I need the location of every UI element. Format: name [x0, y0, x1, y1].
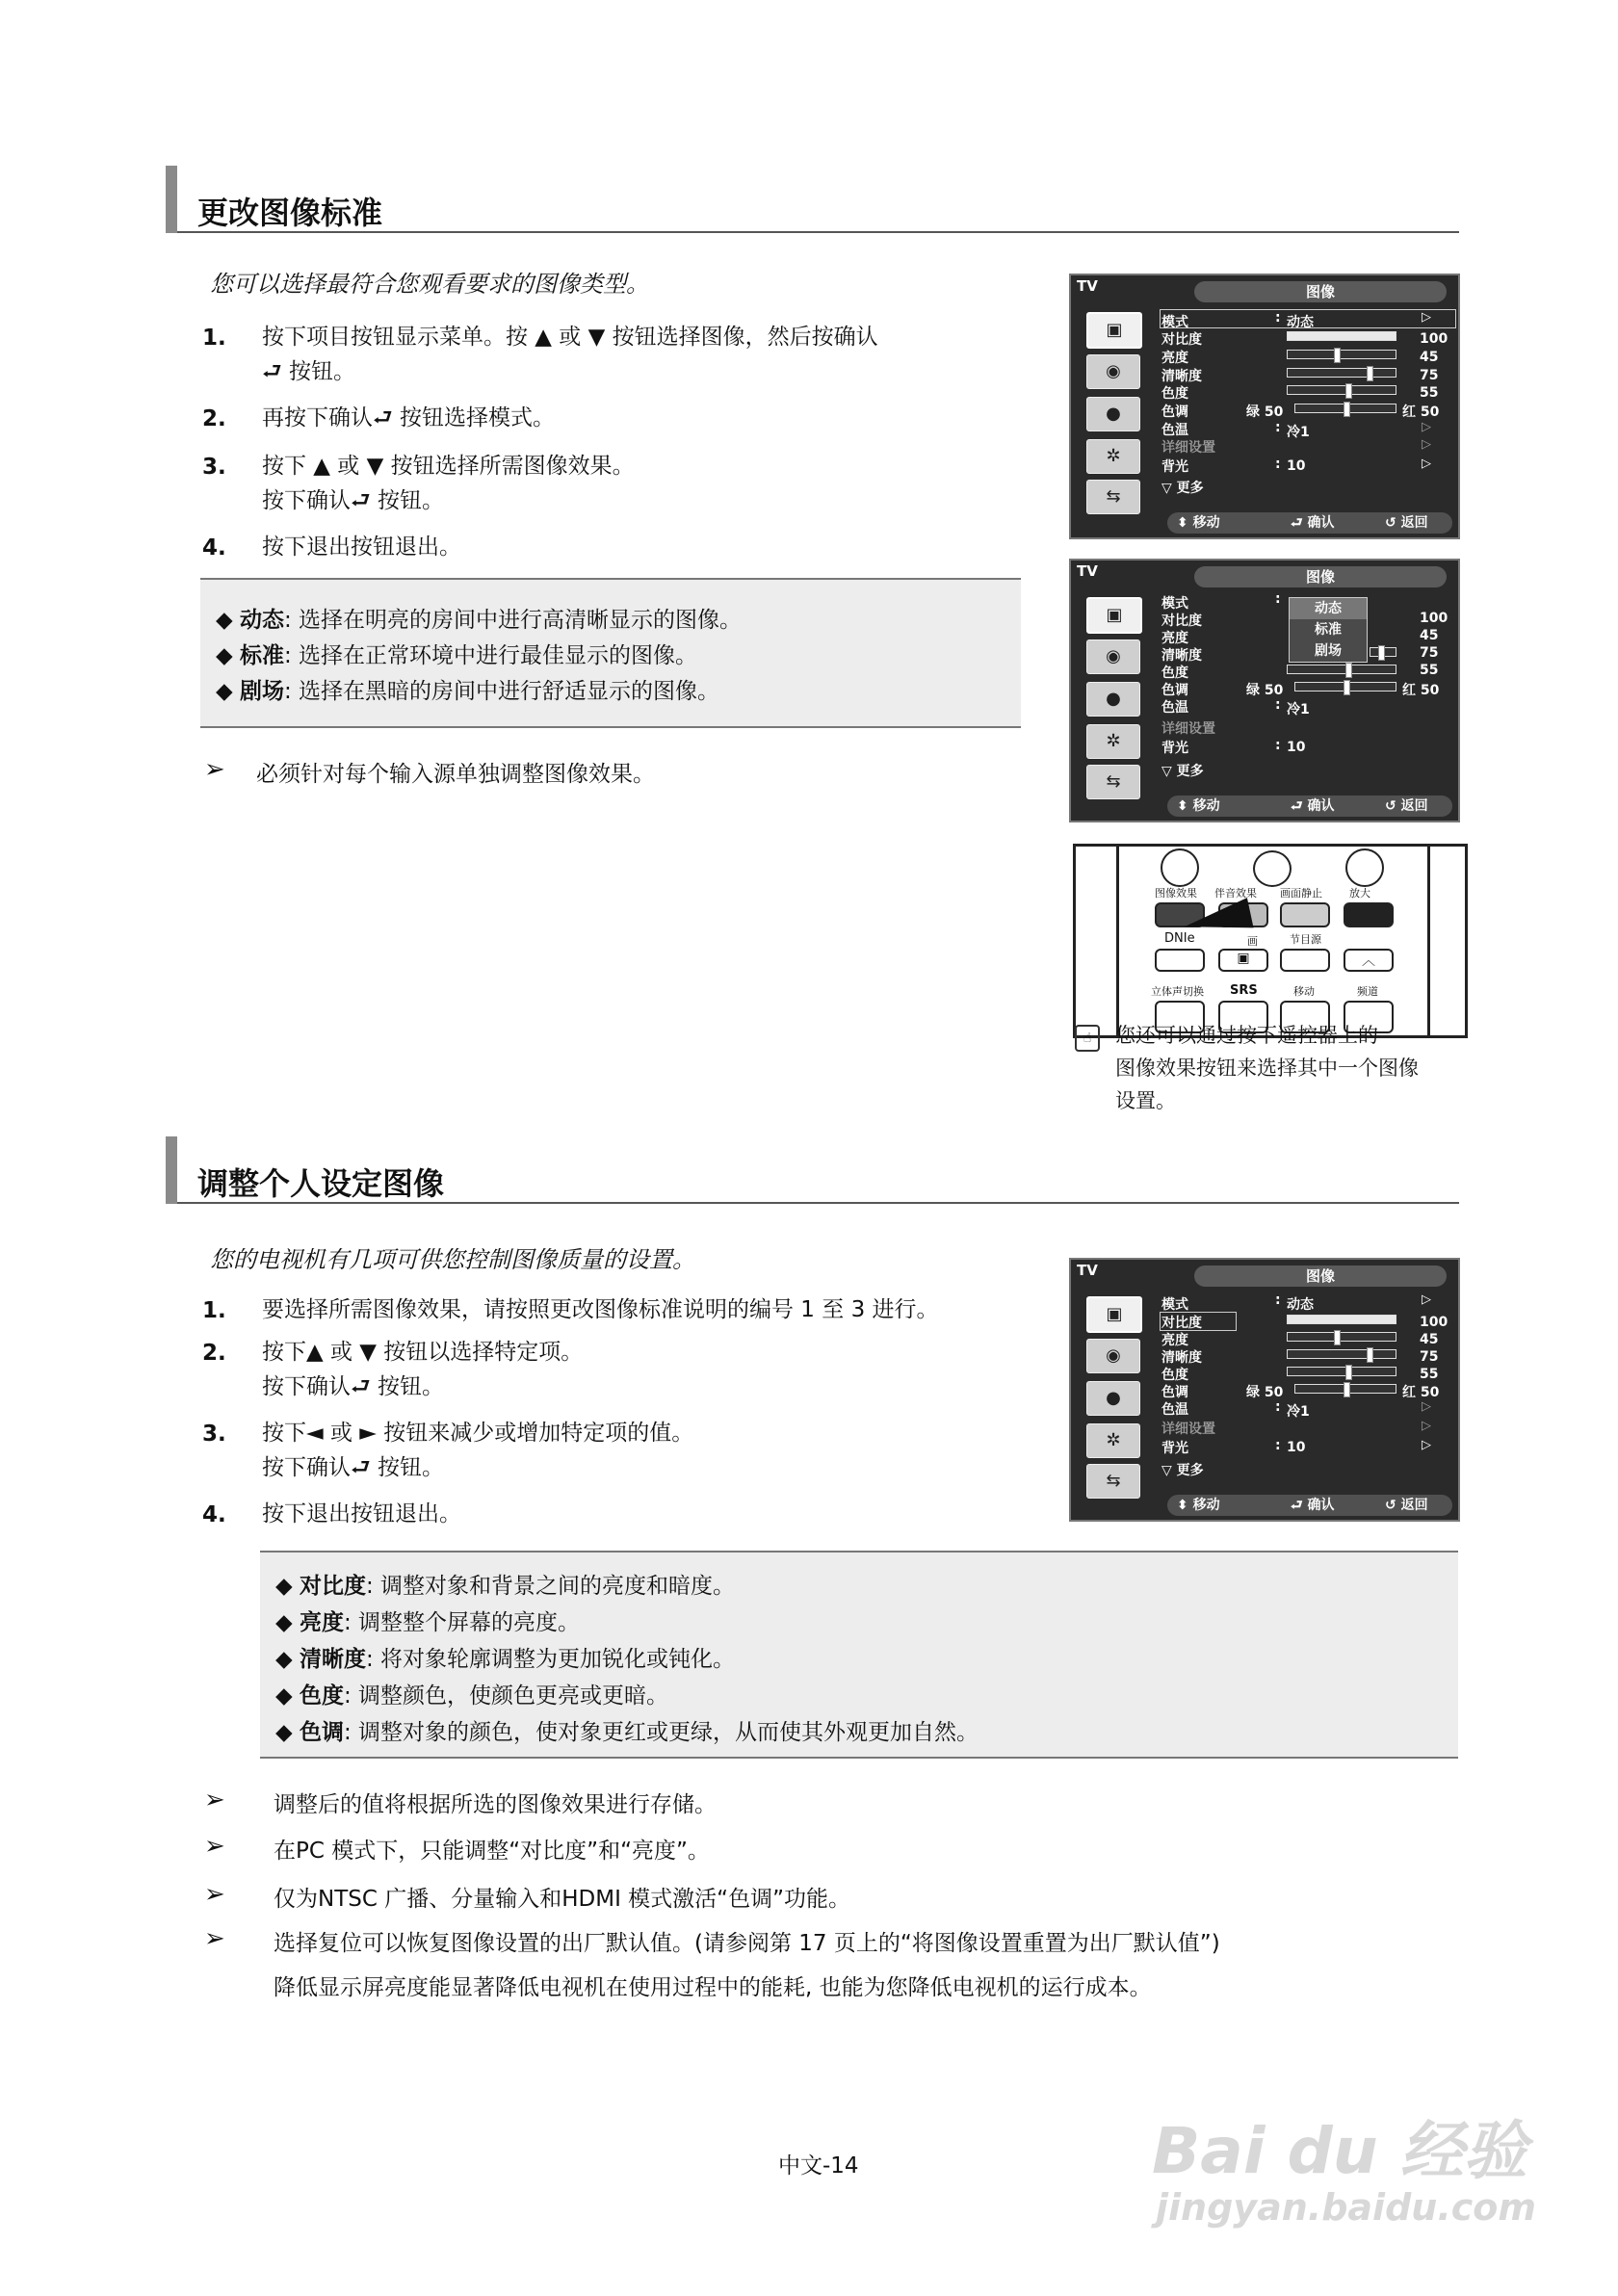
back-label: 返回: [1400, 515, 1428, 531]
osd-contrast-label[interactable]: 对比度: [1161, 613, 1202, 629]
s1-step4-num: 4.: [202, 535, 226, 561]
slider-fill: [1288, 1316, 1396, 1323]
slider-thumb[interactable]: [1378, 645, 1385, 661]
up-button[interactable]: ︿: [1344, 949, 1394, 972]
section1-intro: 您可以选择最符合您观看要求的图像类型。: [210, 271, 649, 298]
bullet-text: : 选择在黑暗的房间中进行舒适显示的图像。: [284, 679, 720, 704]
dnie-button[interactable]: [1155, 949, 1205, 972]
sound-icon[interactable]: ◉: [1086, 354, 1140, 389]
osd-contrast-label[interactable]: 对比度: [1161, 1316, 1202, 1331]
s2-step2-line1: 按下▲ 或 ▼ 按钮以选择特定项。: [262, 1340, 584, 1365]
remote-label: 画: [1247, 935, 1258, 948]
s1-bullet-movie: ◆ 剧场: 选择在黑暗的房间中进行舒适显示的图像。: [216, 679, 720, 704]
remote-round-button-mid[interactable]: [1253, 850, 1292, 887]
source-button[interactable]: [1280, 949, 1330, 972]
page-number: 中文-14: [778, 2153, 859, 2179]
osd-sharpness-value: 75: [1420, 368, 1439, 383]
osd-icon-column: [1075, 302, 1150, 507]
osd-mode-value: 动态: [1287, 315, 1314, 330]
osd-title: 图像: [1194, 1265, 1447, 1287]
arrow-right-icon: ▷: [1422, 310, 1431, 325]
move-label: 移动: [1192, 515, 1220, 531]
s1-bullet-standard: ◆ 标准: 选择在正常环境中进行最佳显示的图像。: [216, 643, 698, 668]
remote-label: DNIe: [1164, 931, 1195, 946]
osd-color-value: 55: [1420, 385, 1439, 401]
colon: :: [1275, 697, 1281, 713]
osd-tint-label[interactable]: 色调: [1161, 1385, 1188, 1400]
osd-backlight-label[interactable]: 背光: [1161, 459, 1188, 475]
s2-bullet-contrast: ◆ 对比度: 调整对象和背景之间的亮度和暗度。: [275, 1574, 736, 1599]
bullet-term: 亮度: [300, 1610, 344, 1635]
arrow-right-icon: ▷: [1422, 1438, 1431, 1452]
remote-round-button-right[interactable]: [1345, 848, 1384, 887]
osd-icon-column: [1075, 587, 1150, 792]
bullet-term: 色调: [300, 1720, 344, 1745]
osd-sharpness-value: 75: [1420, 1349, 1439, 1365]
osd-backlight-value: 10: [1287, 740, 1306, 755]
colon: :: [1275, 1438, 1281, 1453]
osd-enter-hint: ⮐ 确认: [1291, 798, 1335, 814]
osd-detail-label[interactable]: 详细设置: [1161, 1422, 1215, 1437]
color-slider[interactable]: [1287, 1367, 1396, 1376]
osd-backlight-label[interactable]: 背光: [1161, 741, 1188, 756]
osd-enter-hint: ⮐ 确认: [1291, 1498, 1335, 1513]
section2-intro: 您的电视机有几项可供您控制图像质量的设置。: [210, 1246, 695, 1273]
s2-note1-arrow-icon: ➢: [204, 1786, 225, 1814]
osd-sharpness-value: 75: [1420, 645, 1439, 661]
osd-tv-tag: TV: [1077, 277, 1098, 295]
brightness-slider[interactable]: [1287, 1332, 1396, 1342]
bullet-text: : 调整对象和背景之间的亮度和暗度。: [366, 1574, 736, 1599]
bullet-term: 对比度: [300, 1574, 366, 1599]
colon: :: [1275, 738, 1281, 753]
sound-icon[interactable]: ◉: [1086, 639, 1140, 674]
brightness-slider[interactable]: [1287, 350, 1396, 359]
osd-title: 图像: [1194, 566, 1447, 587]
osd-detail-label[interactable]: 详细设置: [1161, 721, 1215, 737]
osd-colortemp-value: 冷1: [1287, 425, 1310, 440]
osd-more[interactable]: ▽ 更多: [1161, 764, 1204, 779]
s2-step1-num: 1.: [202, 1298, 226, 1323]
osd-brightness-value: 45: [1420, 1332, 1439, 1347]
arrow-right-icon: ▷: [1422, 1399, 1431, 1414]
osd-color-label[interactable]: 色度: [1161, 386, 1188, 402]
osd-tint-red: 红 50: [1402, 1385, 1440, 1400]
enter-label: 确认: [1307, 1498, 1335, 1513]
osd-tv-tag: TV: [1077, 562, 1098, 580]
setup-icon[interactable]: ✲: [1086, 724, 1140, 759]
s2-note3: 仅为NTSC 广播、分量输入和HDMI 模式激活“色调”功能。: [274, 1887, 850, 1912]
osd-move-hint: ⬍ 移动: [1177, 515, 1220, 531]
section1-bar: [166, 166, 177, 233]
zoom-button[interactable]: [1344, 902, 1394, 927]
freeze-button[interactable]: [1280, 902, 1330, 927]
move-label: 移动: [1192, 1498, 1220, 1513]
osd-more[interactable]: ▽ 更多: [1161, 481, 1204, 496]
baidu-watermark-logo: Bai du 经验: [1152, 2114, 1527, 2188]
osd-colortemp-value: 冷1: [1287, 702, 1310, 718]
enter-label: 确认: [1307, 515, 1335, 531]
osd-colortemp-label[interactable]: 色温: [1161, 423, 1188, 438]
s1-step1-text: [262, 320, 878, 389]
s2-step3-line1: 按下◄ 或 ► 按钮来减少或增加特定项的值。: [262, 1421, 694, 1446]
slider-thumb[interactable]: [1344, 402, 1350, 417]
move-label: 移动: [1192, 798, 1220, 814]
osd-tint-green: 绿 50: [1246, 1385, 1284, 1400]
s2-step4-text: 按下退出按钮退出。: [262, 1501, 461, 1526]
osd-backlight-label[interactable]: 背光: [1161, 1441, 1188, 1456]
osd-contrast-value: 100: [1420, 1315, 1448, 1330]
osd-bottom-bar: [1167, 1495, 1452, 1516]
osd-mode-label[interactable]: 模式: [1161, 1297, 1188, 1313]
remote-label: 节目源: [1290, 933, 1321, 946]
s1-step3-line2: 按下确认⮐ 按钮。: [262, 488, 445, 513]
sharpness-slider[interactable]: [1287, 1349, 1396, 1359]
tint-slider[interactable]: [1294, 682, 1396, 691]
arrow-right-icon: ▷: [1422, 1419, 1431, 1433]
osd-picture-menu-2: [1069, 559, 1460, 822]
remote-label: 立体声切换: [1151, 985, 1204, 998]
arrow-right-icon: ▷: [1422, 420, 1431, 434]
osd-colortemp-label[interactable]: 色温: [1161, 1402, 1188, 1418]
sound-icon[interactable]: ◉: [1086, 1339, 1140, 1373]
colon: :: [1275, 457, 1281, 472]
s2-note4: 选择复位可以恢复图像设置的出厂默认值。(请参阅第 17 页上的“将图像设置重置为出厂默认值”): [274, 1931, 1220, 1956]
s2-step3-line2: 按下确认⮐ 按钮。: [262, 1455, 445, 1480]
arrow-right-icon: ▷: [1422, 1292, 1431, 1307]
osd-more-label: 更多: [1176, 1463, 1204, 1478]
osd-brightness-label[interactable]: 亮度: [1161, 1333, 1188, 1348]
remote-label: 伴音效果: [1214, 887, 1257, 900]
s1-step4-text: 按下退出按钮退出。: [262, 535, 461, 560]
s1-step1-num: 1.: [202, 326, 226, 351]
remote-tip-line3: 设置。: [1115, 1089, 1176, 1112]
slider-thumb[interactable]: [1334, 1330, 1341, 1345]
bullet-term: 动态: [240, 608, 284, 633]
bullet-term: 标准: [240, 643, 284, 668]
s2-note2-arrow-icon: ➢: [204, 1832, 225, 1861]
colon: :: [1275, 420, 1281, 435]
remote-tip-icon: ☝: [1075, 1025, 1100, 1052]
s2-note3-arrow-icon: ➢: [204, 1880, 225, 1909]
slider-thumb[interactable]: [1345, 1365, 1352, 1380]
osd-brightness-label[interactable]: 亮度: [1161, 351, 1188, 366]
picture-icon[interactable]: ▣: [1086, 1296, 1142, 1333]
osd-color-value: 55: [1420, 1367, 1439, 1382]
setup-icon[interactable]: ✲: [1086, 439, 1140, 474]
colon: :: [1275, 1292, 1281, 1308]
input-icon[interactable]: ⇆: [1086, 765, 1140, 799]
remote-label: 放大: [1349, 887, 1370, 900]
osd-detail-label[interactable]: 详细设置: [1161, 440, 1215, 456]
osd-bottom-bar: [1167, 796, 1452, 817]
sharpness-slider[interactable]: [1370, 647, 1396, 657]
osd-sharpness-label[interactable]: 清晰度: [1161, 648, 1202, 664]
s1-step3-line1: 按下 ▲ 或 ▼ 按钮选择所需图像效果。: [262, 454, 635, 479]
slider-thumb[interactable]: [1345, 383, 1352, 399]
slider-thumb[interactable]: [1334, 348, 1341, 363]
s1-bullet-dynamic: ◆ 动态: 选择在明亮的房间中进行高清晰显示的图像。: [216, 608, 743, 633]
bullet-text: : 调整对象的颜色，使对象更红或更绿，从而使其外观更加自然。: [344, 1720, 979, 1745]
osd-sharpness-label[interactable]: 清晰度: [1161, 1350, 1202, 1366]
section2-title: 调整个人设定图像: [197, 1165, 445, 1202]
s1-step3-text: [262, 449, 635, 518]
osd-brightness-label[interactable]: 亮度: [1161, 631, 1188, 646]
slider-thumb[interactable]: [1367, 1347, 1373, 1363]
bullet-text: : 将对象轮廓调整为更加锐化或钝化。: [366, 1647, 736, 1672]
osd-tint-green: 绿 50: [1246, 404, 1284, 420]
s2-step3-num: 3.: [202, 1422, 226, 1447]
picture-icon[interactable]: ▣: [1086, 597, 1142, 634]
osd-backlight-value: 10: [1287, 458, 1306, 474]
colon: :: [1275, 1399, 1281, 1415]
pip-button[interactable]: ▣: [1218, 949, 1268, 972]
s1-note-arrow-icon: ➢: [204, 755, 225, 784]
dropdown-option-dynamic[interactable]: 动态: [1290, 598, 1367, 619]
channel-icon[interactable]: ●: [1086, 1381, 1140, 1416]
s2-step2-text: [262, 1335, 583, 1404]
back-label: 返回: [1400, 1498, 1428, 1513]
osd-tint-red: 红 50: [1402, 683, 1440, 698]
osd-back-hint: ↺ 返回: [1385, 1498, 1428, 1513]
dropdown-option-movie[interactable]: 剧场: [1315, 643, 1342, 659]
remote-label: 频道: [1357, 985, 1378, 998]
input-icon[interactable]: ⇆: [1086, 1464, 1140, 1499]
osd-contrast-label[interactable]: 对比度: [1161, 332, 1202, 348]
osd-picture-menu-1: [1069, 274, 1460, 539]
remote-tip-line2: 图像效果按钮来选择其中一个图像: [1115, 1057, 1419, 1080]
osd-color-label[interactable]: 色度: [1161, 665, 1188, 681]
slider-thumb[interactable]: [1344, 1382, 1350, 1397]
osd-back-hint: ↺ 返回: [1385, 515, 1428, 531]
s2-note2: 在PC 模式下，只能调整“对比度”和“亮度”。: [274, 1839, 710, 1864]
osd-tint-label[interactable]: 色调: [1161, 404, 1188, 420]
s1-step3-num: 3.: [202, 455, 226, 480]
color-slider[interactable]: [1287, 665, 1396, 674]
section2-bar: [166, 1136, 177, 1204]
remote-control-illustration: [1073, 844, 1468, 1038]
remote-label: SRS: [1230, 983, 1258, 998]
bullet-text: : 选择在正常环境中进行最佳显示的图像。: [284, 643, 698, 668]
osd-move-hint: ⬍ 移动: [1177, 1498, 1220, 1513]
osd-mode-label[interactable]: 模式: [1161, 596, 1188, 612]
channel-icon[interactable]: ●: [1086, 682, 1140, 717]
slider-thumb[interactable]: [1367, 366, 1373, 381]
sharpness-slider[interactable]: [1287, 368, 1396, 378]
osd-contrast-value: 100: [1420, 611, 1448, 626]
osd-sharpness-label[interactable]: 清晰度: [1161, 369, 1202, 384]
s2-step3-text: [262, 1416, 693, 1485]
back-label: 返回: [1400, 798, 1428, 814]
bullet-term: 清晰度: [300, 1647, 366, 1672]
s1-step2-num: 2.: [202, 406, 226, 431]
remote-round-button-left[interactable]: [1161, 848, 1199, 887]
remote-label: 图像效果: [1155, 887, 1197, 900]
s2-step4-num: 4.: [202, 1502, 226, 1527]
s2-step2-num: 2.: [202, 1341, 226, 1366]
section1-title: 更改图像标准: [197, 195, 383, 231]
osd-colortemp-label[interactable]: 色温: [1161, 700, 1188, 716]
bullet-text: : 选择在明亮的房间中进行高清晰显示的图像。: [284, 608, 743, 633]
osd-brightness-value: 45: [1420, 628, 1439, 643]
slider-thumb[interactable]: [1345, 663, 1352, 678]
osd-color-label[interactable]: 色度: [1161, 1368, 1188, 1383]
picture-icon[interactable]: ▣: [1086, 312, 1142, 349]
s2-step2-line2: 按下确认⮐ 按钮。: [262, 1374, 445, 1399]
tint-slider[interactable]: [1294, 1384, 1396, 1394]
osd-color-value: 55: [1420, 663, 1439, 678]
bullet-text: : 调整整个屏幕的亮度。: [344, 1610, 581, 1635]
osd-bottom-bar: [1167, 512, 1452, 534]
setup-icon[interactable]: ✲: [1086, 1423, 1140, 1458]
s1-step1-line1: 按下项目按钮显示菜单。按 ▲ 或 ▼ 按钮选择图像，然后按确认: [262, 325, 878, 350]
mode-dropdown[interactable]: [1289, 597, 1368, 663]
dropdown-option-standard[interactable]: 标准: [1315, 622, 1342, 638]
osd-tint-green: 绿 50: [1246, 683, 1284, 698]
osd-tint-label[interactable]: 色调: [1161, 683, 1188, 698]
osd-more-label: 更多: [1176, 764, 1204, 779]
bullet-text: : 调整颜色，使颜色更亮或更暗。: [344, 1683, 669, 1709]
baidu-watermark-url: jingyan.baidu.com: [1156, 2186, 1536, 2229]
remote-label: 移动: [1293, 985, 1315, 998]
s2-note1: 调整后的值将根据所选的图像效果进行存储。: [274, 1792, 717, 1817]
osd-icon-column: [1075, 1287, 1150, 1491]
osd-more-label: 更多: [1176, 481, 1204, 496]
osd-back-hint: ↺ 返回: [1385, 798, 1428, 814]
osd-enter-hint: ⮐ 确认: [1291, 515, 1335, 531]
s2-extra-line: 降低显示屏亮度能显著降低电视机在使用过程中的能耗, 也能为您降低电视机的运行成本。: [274, 1975, 1152, 2000]
arrow-right-icon: ▷: [1422, 437, 1431, 452]
contrast-slider[interactable]: [1287, 331, 1396, 341]
osd-picture-menu-3: [1069, 1258, 1460, 1522]
contrast-slider[interactable]: [1287, 1315, 1396, 1324]
enter-label: 确认: [1307, 798, 1335, 814]
color-slider[interactable]: [1287, 385, 1396, 395]
input-icon[interactable]: ⇆: [1086, 480, 1140, 514]
channel-icon[interactable]: ●: [1086, 397, 1140, 431]
osd-contrast-value: 100: [1420, 331, 1448, 347]
bullet-term: 剧场: [240, 679, 284, 704]
tint-slider[interactable]: [1294, 404, 1396, 413]
osd-title: 图像: [1194, 281, 1447, 302]
section1-rule: [177, 231, 1459, 233]
s2-note4-arrow-icon: ➢: [204, 1924, 225, 1953]
s1-note: 必须针对每个输入源单独调整图像效果。: [256, 762, 655, 787]
osd-mode-label[interactable]: 模式: [1161, 315, 1188, 330]
s2-step1-text: 要选择所需图像效果，请按照更改图像标准说明的编号 1 至 3 进行。: [262, 1297, 939, 1322]
osd-more[interactable]: ▽ 更多: [1161, 1463, 1204, 1478]
osd-backlight-value: 10: [1287, 1440, 1306, 1455]
slider-fill: [1288, 332, 1396, 340]
remote-label: 画面静止: [1280, 887, 1322, 900]
s2-bullet-brightness: ◆ 亮度: 调整整个屏幕的亮度。: [275, 1610, 581, 1635]
osd-mode-value: 动态: [1287, 1297, 1314, 1313]
s1-step2-text: 再按下确认⮐ 按钮选择模式。: [262, 405, 556, 430]
s2-bullet-sharpness: ◆ 清晰度: 将对象轮廓调整为更加锐化或钝化。: [275, 1647, 736, 1672]
osd-tv-tag: TV: [1077, 1262, 1098, 1279]
s2-bullet-tint: ◆ 色调: 调整对象的颜色，使对象更红或更绿，从而使其外观更加自然。: [275, 1720, 979, 1745]
osd-colortemp-value: 冷1: [1287, 1404, 1310, 1420]
colon: :: [1275, 310, 1281, 326]
section2-rule: [177, 1202, 1459, 1204]
osd-tint-red: 红 50: [1402, 404, 1440, 420]
s1-step1-line2: ⮐ 按钮。: [262, 359, 356, 384]
remote-tip-line1: 您还可以通过按下遥控器上的: [1115, 1024, 1378, 1047]
s2-bullet-color: ◆ 色度: 调整颜色，使颜色更亮或更暗。: [275, 1683, 669, 1709]
osd-brightness-value: 45: [1420, 350, 1439, 365]
slider-thumb[interactable]: [1344, 680, 1350, 695]
arrow-right-icon: ▷: [1422, 457, 1431, 471]
colon: :: [1275, 591, 1281, 607]
bullet-term: 色度: [300, 1683, 344, 1709]
osd-move-hint: ⬍ 移动: [1177, 798, 1220, 814]
remote-tip: [1115, 1019, 1419, 1117]
